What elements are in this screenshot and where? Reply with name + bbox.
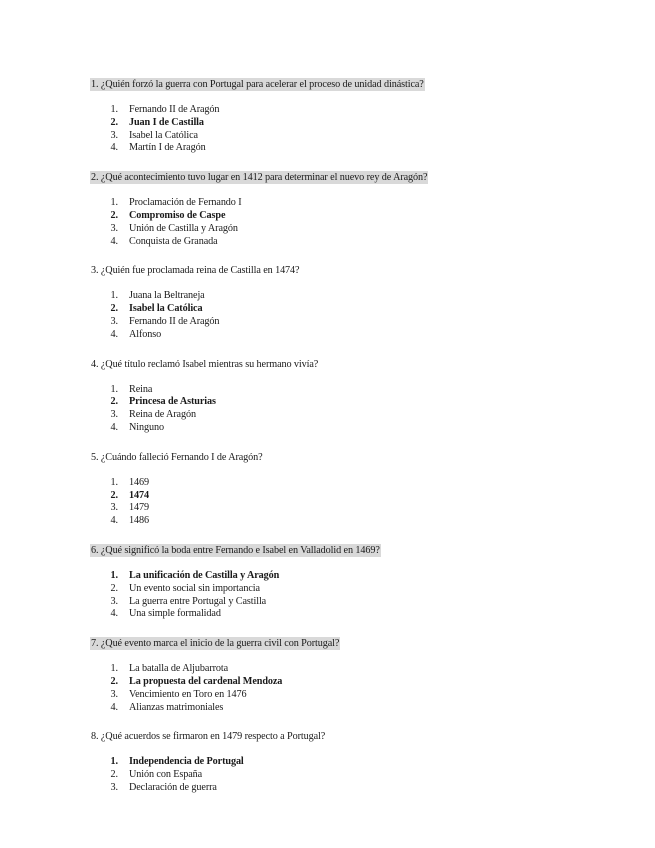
- answer-text: Alfonso: [129, 328, 162, 340]
- question-block: [90, 260, 610, 341]
- answer-number: 3.: [110, 781, 118, 793]
- question-text: 7. ¿Qué evento marca el inicio de la guerra civil con Portugal?: [91, 638, 340, 650]
- answer-option: [90, 142, 610, 155]
- answer-number: 1.: [110, 104, 118, 115]
- answer-number: 4.: [110, 328, 118, 340]
- answer-number: 2.: [110, 396, 118, 408]
- answer-option-correct: [90, 117, 610, 130]
- answer-option: [90, 663, 610, 676]
- answer-number: 2.: [110, 489, 118, 501]
- question-text: 8. ¿Qué acuerdos se firmaron en 1479 respecto a Portugal?: [91, 731, 326, 743]
- answer-number: 3.: [110, 502, 118, 514]
- answer-option-correct: [90, 756, 610, 769]
- question-block: [90, 726, 610, 794]
- answer-option: [90, 316, 610, 329]
- answer-number: 2.: [110, 675, 118, 687]
- answer-text: Vencimiento en Toro en 1476: [129, 688, 247, 700]
- answer-text: Unión de Castilla y Aragón: [129, 222, 238, 234]
- answer-text: Un evento social sin importancia: [129, 582, 260, 594]
- answer-text: Princesa de Asturias: [129, 396, 216, 408]
- answer-number: 2.: [110, 303, 118, 315]
- question-text: 3. ¿Quién fue proclamada reina de Castilla en 1474?: [91, 265, 300, 277]
- answer-number: 4.: [110, 701, 118, 713]
- answer-number: 3.: [110, 222, 118, 234]
- answer-text: Declaración de guerra: [129, 781, 217, 793]
- answer-number: 3.: [110, 315, 118, 327]
- question-text: 5. ¿Cuándo falleció Fernando I de Aragón?: [91, 451, 263, 463]
- answer-number: 2.: [110, 582, 118, 594]
- answer-number: 2.: [110, 209, 118, 221]
- answer-text: La unificación de Castilla y Aragón: [129, 569, 280, 581]
- answer-option: [90, 422, 610, 435]
- answer-option: [90, 769, 610, 782]
- answer-text: 1479: [129, 502, 149, 514]
- answer-option: [90, 782, 610, 795]
- answer-option: [90, 477, 610, 490]
- answer-text: Juan I de Castilla: [129, 116, 204, 128]
- answer-text: Juana la Beltraneja: [129, 290, 205, 302]
- answer-text: Una simple formalidad: [129, 608, 221, 620]
- answer-list: [90, 570, 610, 621]
- answer-text: Reina: [129, 383, 153, 395]
- answer-text: 1474: [129, 489, 149, 501]
- answer-text: Ninguno: [129, 421, 164, 433]
- question-block: [90, 74, 610, 155]
- answer-option-correct: [90, 676, 610, 689]
- answer-option: [90, 197, 610, 210]
- answer-number: 1.: [110, 663, 118, 675]
- answer-text: Alianzas matrimoniales: [129, 701, 224, 713]
- answer-text: Conquista de Granada: [129, 235, 218, 247]
- answer-list: [90, 663, 610, 714]
- answer-option: [90, 384, 610, 397]
- answer-list: [90, 197, 610, 248]
- answer-number: 3.: [110, 129, 118, 141]
- answer-option-correct: [90, 570, 610, 583]
- question-text: 2. ¿Qué acontecimiento tuvo lugar en 1412 para determinar el nuevo rey de Aragón?: [91, 172, 428, 184]
- answer-number: 1.: [110, 476, 118, 488]
- answer-text: Compromiso de Caspe: [129, 209, 226, 221]
- answer-option: [90, 223, 610, 236]
- answer-number: 4.: [110, 421, 118, 433]
- answer-text: Fernando II de Aragón: [129, 315, 220, 327]
- answer-list: [90, 290, 610, 341]
- question-block: [90, 633, 610, 714]
- answer-option-correct: [90, 210, 610, 223]
- answer-option-correct: [90, 490, 610, 503]
- answer-number: 3.: [110, 409, 118, 421]
- answer-option: [90, 608, 610, 621]
- answer-list: [90, 477, 610, 528]
- answer-option: [90, 583, 610, 596]
- answer-text: 1469: [129, 476, 149, 488]
- answer-option-correct: [90, 396, 610, 409]
- answer-number: 3.: [110, 688, 118, 700]
- answer-number: 4.: [110, 235, 118, 247]
- answer-number: 1.: [110, 290, 118, 302]
- answer-number: 4.: [110, 142, 118, 154]
- answer-text: Unión con España: [129, 769, 203, 781]
- answer-text: La guerra entre Portugal y Castilla: [129, 595, 267, 607]
- answer-text: 1486: [129, 515, 149, 527]
- question-block: [90, 167, 610, 248]
- answer-text: Isabel la Católica: [129, 303, 203, 315]
- question-block: [90, 447, 610, 528]
- answer-option: [90, 104, 610, 117]
- answer-option: [90, 702, 610, 715]
- answer-list: [90, 384, 610, 435]
- answer-text: La propuesta del cardenal Mendoza: [129, 675, 283, 687]
- answer-number: 2.: [110, 769, 118, 781]
- answer-option-correct: [90, 303, 610, 316]
- question-text: 1. ¿Quién forzó la guerra con Portugal para acelerar el proceso de unidad dinástica?: [91, 79, 424, 90]
- answer-option: [90, 290, 610, 303]
- answer-option: [90, 329, 610, 342]
- answer-text: Fernando II de Aragón: [129, 104, 220, 115]
- question-text: 4. ¿Qué título reclamó Isabel mientras su hermano vivía?: [91, 358, 319, 370]
- answer-number: 4.: [110, 515, 118, 527]
- answer-text: Independencia de Portugal: [129, 756, 244, 768]
- answer-option: [90, 502, 610, 515]
- answer-number: 2.: [110, 116, 118, 128]
- answer-number: 1.: [110, 197, 118, 209]
- answer-text: Reina de Aragón: [129, 409, 196, 421]
- answer-list: [90, 756, 610, 794]
- answer-option: [90, 689, 610, 702]
- answer-option: [90, 515, 610, 528]
- question-block: [90, 354, 610, 435]
- answer-option: [90, 596, 610, 609]
- question-text: 6. ¿Qué significó la boda entre Fernando e Isabel en Valladolid en 1469?: [91, 544, 380, 556]
- answer-list: [90, 104, 610, 155]
- answer-text: Proclamación de Fernando I: [129, 197, 242, 209]
- quiz-document: [90, 74, 610, 807]
- answer-number: 3.: [110, 595, 118, 607]
- answer-number: 1.: [110, 569, 118, 581]
- answer-number: 1.: [110, 756, 118, 768]
- answer-option: [90, 409, 610, 422]
- answer-number: 1.: [110, 383, 118, 395]
- answer-option: [90, 130, 610, 143]
- question-block: [90, 540, 610, 621]
- answer-option: [90, 236, 610, 249]
- answer-text: Martín I de Aragón: [129, 142, 206, 154]
- answer-text: La batalla de Aljubarrota: [129, 663, 229, 675]
- answer-text: Isabel la Católica: [129, 129, 198, 141]
- answer-number: 4.: [110, 608, 118, 620]
